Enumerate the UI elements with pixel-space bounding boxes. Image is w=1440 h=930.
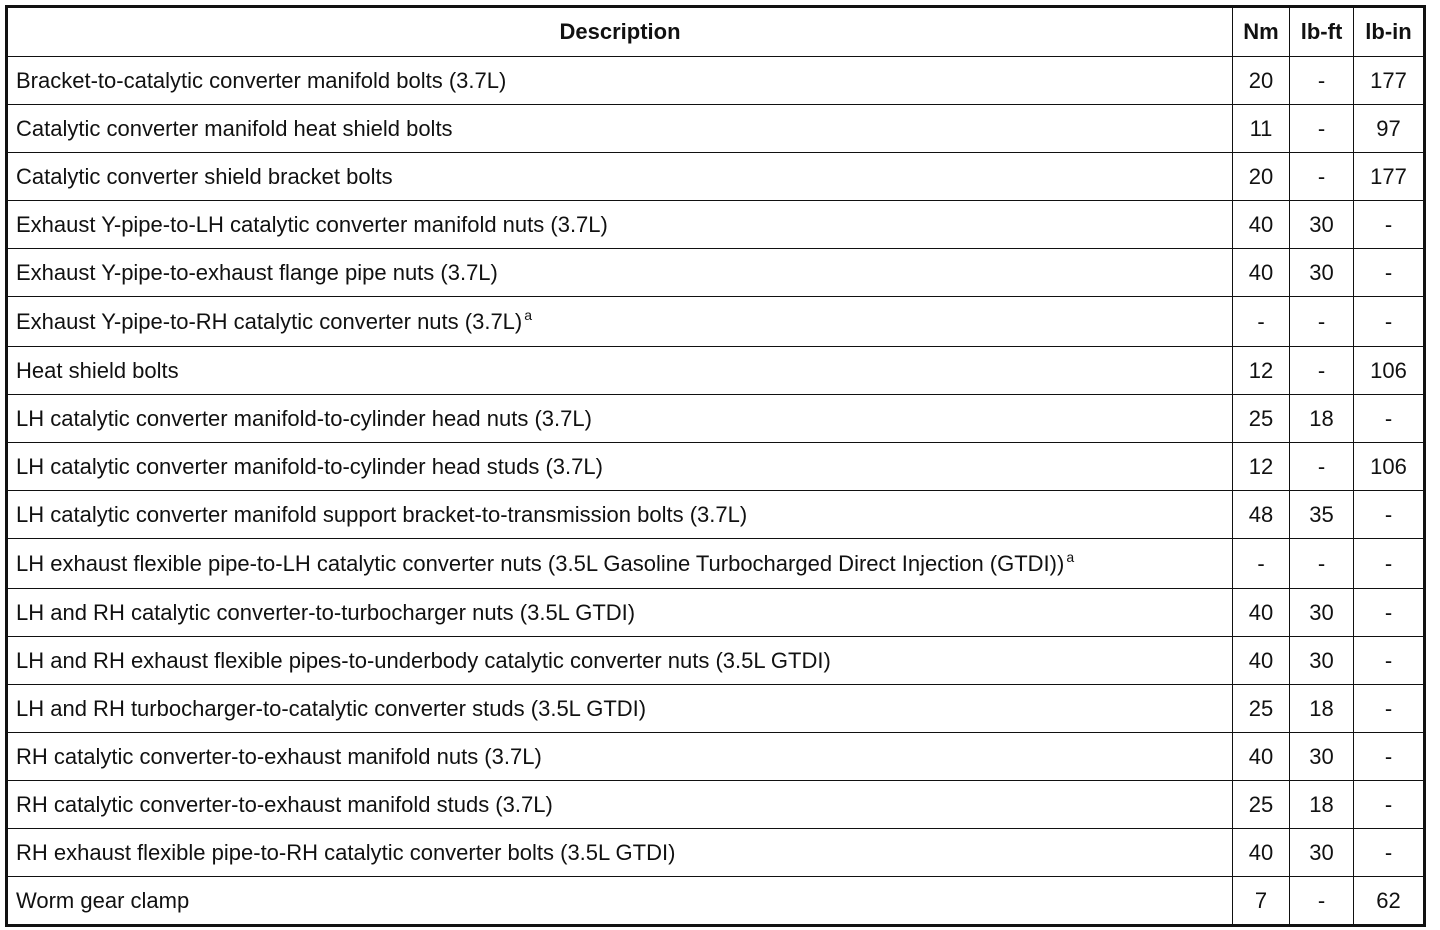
header-lbft: lb-ft (1290, 7, 1354, 57)
description-text: Exhaust Y-pipe-to-exhaust flange pipe nuts (3.7L) (16, 259, 498, 285)
header-lbin: lb-in (1354, 7, 1425, 57)
cell-lbin: 97 (1354, 105, 1425, 153)
description-text: RH catalytic converter-to-exhaust manifold studs (3.7L) (16, 791, 553, 817)
table-row (7, 539, 1425, 589)
cell-description (7, 589, 1233, 637)
cell-lbft: 30 (1290, 637, 1354, 685)
cell-nm: 25 (1233, 395, 1290, 443)
table-row (7, 249, 1425, 297)
cell-lbin: - (1354, 297, 1425, 347)
cell-lbin: - (1354, 685, 1425, 733)
cell-lbft: - (1290, 443, 1354, 491)
cell-description (7, 201, 1233, 249)
table-row (7, 297, 1425, 347)
table-row (7, 877, 1425, 926)
cell-lbin: - (1354, 637, 1425, 685)
table-row (7, 491, 1425, 539)
footnote-marker: a (524, 306, 533, 323)
table-row (7, 105, 1425, 153)
table-row (7, 153, 1425, 201)
cell-lbft: 18 (1290, 685, 1354, 733)
cell-nm: 40 (1233, 201, 1290, 249)
description-text: Worm gear clamp (16, 887, 190, 913)
cell-lbin: - (1354, 589, 1425, 637)
torque-spec-table (5, 5, 1426, 927)
description-text: Bracket-to-catalytic converter manifold bolts (3.7L) (16, 67, 507, 93)
table-row (7, 589, 1425, 637)
cell-description (7, 249, 1233, 297)
cell-lbft: 18 (1290, 395, 1354, 443)
cell-lbin: 106 (1354, 347, 1425, 395)
cell-description (7, 347, 1233, 395)
cell-lbft: 30 (1290, 201, 1354, 249)
cell-nm: 40 (1233, 733, 1290, 781)
cell-nm: - (1233, 539, 1290, 589)
cell-nm: 20 (1233, 57, 1290, 105)
cell-description (7, 153, 1233, 201)
cell-lbin: 177 (1354, 57, 1425, 105)
description-text: RH exhaust flexible pipe-to-RH catalytic converter bolts (3.5L GTDI) (16, 839, 676, 865)
cell-nm: 40 (1233, 589, 1290, 637)
table-row (7, 637, 1425, 685)
cell-lbft: 30 (1290, 589, 1354, 637)
cell-lbin: - (1354, 539, 1425, 589)
cell-description (7, 829, 1233, 877)
description-text: Exhaust Y-pipe-to-RH catalytic converter nuts (3.7L) (16, 308, 523, 334)
cell-lbft: 30 (1290, 829, 1354, 877)
cell-lbft: - (1290, 153, 1354, 201)
cell-lbin: - (1354, 249, 1425, 297)
cell-description (7, 733, 1233, 781)
cell-description (7, 57, 1233, 105)
cell-description (7, 491, 1233, 539)
cell-nm: 12 (1233, 347, 1290, 395)
cell-description (7, 395, 1233, 443)
cell-description (7, 443, 1233, 491)
cell-nm: 40 (1233, 637, 1290, 685)
table-row (7, 685, 1425, 733)
cell-description (7, 637, 1233, 685)
footnote-marker: a (1066, 548, 1075, 565)
table-row (7, 781, 1425, 829)
description-text: Catalytic converter shield bracket bolts (16, 163, 393, 189)
description-text: Catalytic converter manifold heat shield bolts (16, 115, 453, 141)
cell-lbin: 106 (1354, 443, 1425, 491)
cell-lbft: 18 (1290, 781, 1354, 829)
cell-lbft: 30 (1290, 249, 1354, 297)
cell-nm: 20 (1233, 153, 1290, 201)
cell-nm: 40 (1233, 829, 1290, 877)
description-text: LH catalytic converter manifold-to-cylinder head nuts (3.7L) (16, 405, 592, 431)
cell-lbin: - (1354, 781, 1425, 829)
cell-nm: 11 (1233, 105, 1290, 153)
cell-lbin: - (1354, 491, 1425, 539)
table-row (7, 829, 1425, 877)
description-text: LH catalytic converter manifold-to-cylinder head studs (3.7L) (16, 453, 603, 479)
description-text: LH and RH catalytic converter-to-turbocharger nuts (3.5L GTDI) (16, 599, 636, 625)
cell-description (7, 781, 1233, 829)
cell-lbft: - (1290, 105, 1354, 153)
description-text: Exhaust Y-pipe-to-LH catalytic converter manifold nuts (3.7L) (16, 211, 608, 237)
cell-lbin: - (1354, 829, 1425, 877)
cell-nm: 25 (1233, 781, 1290, 829)
cell-lbft: 35 (1290, 491, 1354, 539)
cell-lbin: 62 (1354, 877, 1425, 926)
cell-lbin: - (1354, 201, 1425, 249)
table-row (7, 201, 1425, 249)
table-row (7, 733, 1425, 781)
header-nm: Nm (1233, 7, 1290, 57)
cell-lbft: - (1290, 347, 1354, 395)
description-text: LH and RH exhaust flexible pipes-to-underbody catalytic converter nuts (3.5L GTDI) (16, 647, 831, 673)
description-text: Heat shield bolts (16, 357, 179, 383)
cell-nm: - (1233, 297, 1290, 347)
table-body (7, 57, 1425, 926)
table-row (7, 443, 1425, 491)
header-description: Description (7, 7, 1233, 57)
cell-description (7, 685, 1233, 733)
cell-nm: 25 (1233, 685, 1290, 733)
cell-nm: 7 (1233, 877, 1290, 926)
description-text: RH catalytic converter-to-exhaust manifold nuts (3.7L) (16, 743, 542, 769)
cell-nm: 48 (1233, 491, 1290, 539)
cell-lbft: - (1290, 539, 1354, 589)
cell-lbin: - (1354, 733, 1425, 781)
cell-nm: 40 (1233, 249, 1290, 297)
description-text: LH catalytic converter manifold support bracket-to-transmission bolts (3.7L) (16, 501, 748, 527)
cell-lbin: 177 (1354, 153, 1425, 201)
cell-lbft: 30 (1290, 733, 1354, 781)
cell-description (7, 297, 1233, 347)
description-text: LH exhaust flexible pipe-to-LH catalytic converter nuts (3.5L Gasoline Turbocharged Direct Injection (GTDI)) (16, 550, 1065, 576)
cell-lbft: - (1290, 297, 1354, 347)
cell-description (7, 877, 1233, 926)
cell-description (7, 539, 1233, 589)
table-row (7, 395, 1425, 443)
cell-lbin: - (1354, 395, 1425, 443)
cell-lbft: - (1290, 877, 1354, 926)
cell-nm: 12 (1233, 443, 1290, 491)
torque-spec-table-container (5, 5, 1423, 927)
header-row (7, 7, 1425, 57)
table-row (7, 347, 1425, 395)
cell-lbft: - (1290, 57, 1354, 105)
cell-description (7, 105, 1233, 153)
description-text: LH and RH turbocharger-to-catalytic converter studs (3.5L GTDI) (16, 695, 647, 721)
table-row (7, 57, 1425, 105)
